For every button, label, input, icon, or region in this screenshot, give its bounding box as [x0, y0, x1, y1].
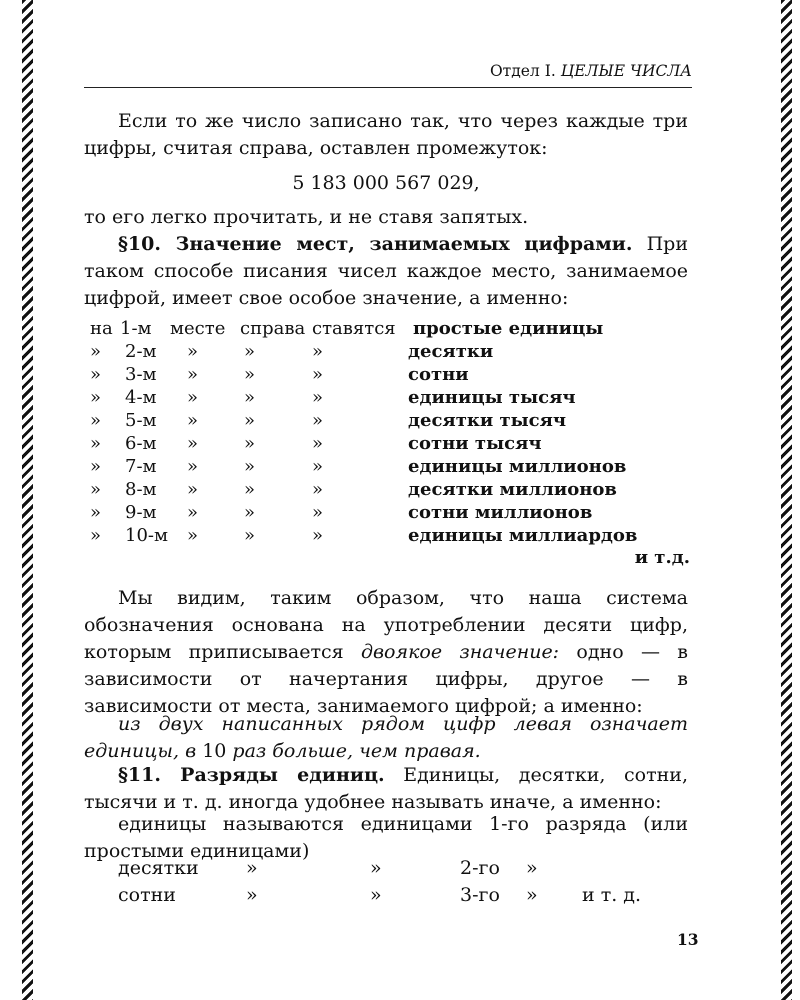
place-side: справа [240, 318, 306, 339]
paragraph-2: то его легко прочитать, и не ставя запятых. [84, 206, 529, 228]
place-number: 8-м [125, 479, 157, 500]
ditto-mark: » [187, 364, 199, 385]
place-unit: сотни тысяч [408, 433, 542, 454]
place-value-table [90, 317, 690, 547]
ditto-mark: » [187, 341, 199, 362]
ditto-mark: » [90, 364, 102, 385]
place-unit: сотни миллионов [408, 502, 593, 523]
place-row [90, 363, 690, 386]
order-number: 2-го [460, 857, 500, 879]
ditto-mark: » [312, 502, 324, 523]
rule-text-b: раз больше, чем правая. [226, 740, 481, 762]
place-number: 7-м [125, 456, 157, 477]
ditto-mark: » [90, 502, 102, 523]
ditto-mark: » [244, 502, 256, 523]
place-number: 3-м [125, 364, 157, 385]
ditto-mark: » [312, 387, 324, 408]
ditto-mark: » [370, 857, 382, 879]
rule-paragraph [84, 711, 688, 765]
ditto-mark: » [244, 341, 256, 362]
ditto-mark: » [90, 410, 102, 431]
paragraph-4 [84, 585, 688, 720]
ditto-mark: » [312, 433, 324, 454]
header-section: Отдел I. [489, 62, 556, 80]
ditto-mark: » [187, 410, 199, 431]
place-row [90, 455, 690, 478]
ditto-mark: » [244, 387, 256, 408]
ditto-mark: » [90, 433, 102, 454]
section-11-text: Единицы, десятки, сотни, тысячи и т. д. иногда удобнее называть иначе, а именно: [84, 764, 688, 813]
place-number: 9-м [125, 502, 157, 523]
place-row [90, 340, 690, 363]
place-unit: единицы миллиардов [408, 525, 638, 546]
ditto-mark: » [246, 857, 258, 879]
place-number: 2-м [125, 341, 157, 362]
paragraph-4-before: Мы видим, таким образом, что наша система обозначения основана на употреблении десяти цифр, которым приписывается [84, 587, 688, 663]
ditto-mark: » [90, 525, 102, 546]
page-number: 13 [677, 930, 699, 949]
paragraph-1: Если то же число записано так, что через каждые три цифры, считая справа, оставлен промежуток: [84, 110, 688, 159]
ditto-mark: » [312, 364, 324, 385]
place-row [90, 409, 690, 432]
order-unit-name: сотни [118, 884, 176, 906]
ditto-mark: » [187, 387, 199, 408]
ditto-mark: » [187, 502, 199, 523]
ditto-mark: » [244, 456, 256, 477]
paragraph-7: единицы называются единицами 1-го разряда (или простыми единицами) [84, 813, 688, 862]
place-row-first [90, 317, 690, 340]
paragraph-4-italic: двоякое значение: [360, 641, 560, 663]
paragraph-4-after: одно — в зависимости от начертания цифры, другое — в зависимости от места, занимаемого цифрой; а именно: [84, 641, 688, 717]
ditto-mark: » [187, 525, 199, 546]
place-row [90, 524, 690, 547]
section-10-paragraph [84, 231, 688, 312]
place-number: 5-м [125, 410, 157, 431]
ditto-mark: » [526, 857, 538, 879]
ditto-mark: » [312, 525, 324, 546]
place-number: 1-м [120, 318, 152, 339]
ditto-mark: » [312, 456, 324, 477]
place-unit: десятки тысяч [408, 410, 567, 431]
place-unit: десятки [408, 341, 494, 362]
ditto-mark: » [370, 884, 382, 906]
place-row [90, 478, 690, 501]
place-row [90, 432, 690, 455]
ditto-mark: » [312, 410, 324, 431]
section-11-heading: §11. Разряды единиц. [118, 764, 385, 786]
ditto-mark: » [187, 433, 199, 454]
place-number: 10-м [125, 525, 168, 546]
ditto-mark: » [526, 884, 538, 906]
place-unit: единицы миллионов [408, 456, 627, 477]
header-title: ЦЕЛЫЕ ЧИСЛА [560, 62, 692, 80]
order-number: 3-го [460, 884, 500, 906]
ditto-mark: » [90, 456, 102, 477]
place-table-etc: и т.д. [634, 547, 690, 568]
place-unit: простые единицы [413, 318, 604, 339]
order-unit-name: десятки [118, 857, 199, 879]
ditto-mark: » [244, 410, 256, 431]
running-header [84, 62, 692, 88]
ditto-mark: » [244, 364, 256, 385]
ditto-mark: » [187, 479, 199, 500]
place-unit: единицы тысяч [408, 387, 576, 408]
place-unit: десятки миллионов [408, 479, 617, 500]
decorative-border-right [781, 0, 792, 1000]
ditto-mark: » [312, 479, 324, 500]
place-number: 6-м [125, 433, 157, 454]
number-example: 5 183 000 567 029, [292, 172, 480, 194]
place-prefix: на [90, 318, 113, 339]
section-10-heading: §10. Значение мест, занимаемых цифрами. [118, 233, 633, 255]
ditto-mark: » [312, 341, 324, 362]
place-unit: сотни [408, 364, 469, 385]
ditto-mark: » [244, 479, 256, 500]
ditto-mark: » [187, 456, 199, 477]
place-word: месте [170, 318, 226, 339]
place-verb: ставятся [312, 318, 396, 339]
order-etc: и т. д. [582, 884, 642, 906]
rule-text-a: из двух написанных рядом цифр левая означает единицы, в [84, 713, 688, 762]
section-10-text: При таком способе писания чисел каждое место, занимаемое цифрой, имеет свое особое значение, а именно: [84, 233, 689, 309]
ditto-mark: » [90, 479, 102, 500]
place-row [90, 386, 690, 409]
ditto-mark: » [90, 387, 102, 408]
ditto-mark: » [246, 884, 258, 906]
decorative-border-left [22, 0, 33, 1000]
ditto-mark: » [244, 433, 256, 454]
ditto-mark: » [244, 525, 256, 546]
rule-number: 10 [202, 740, 227, 762]
place-row [90, 501, 690, 524]
ditto-mark: » [90, 341, 102, 362]
place-number: 4-м [125, 387, 157, 408]
section-11-paragraph [84, 762, 688, 816]
